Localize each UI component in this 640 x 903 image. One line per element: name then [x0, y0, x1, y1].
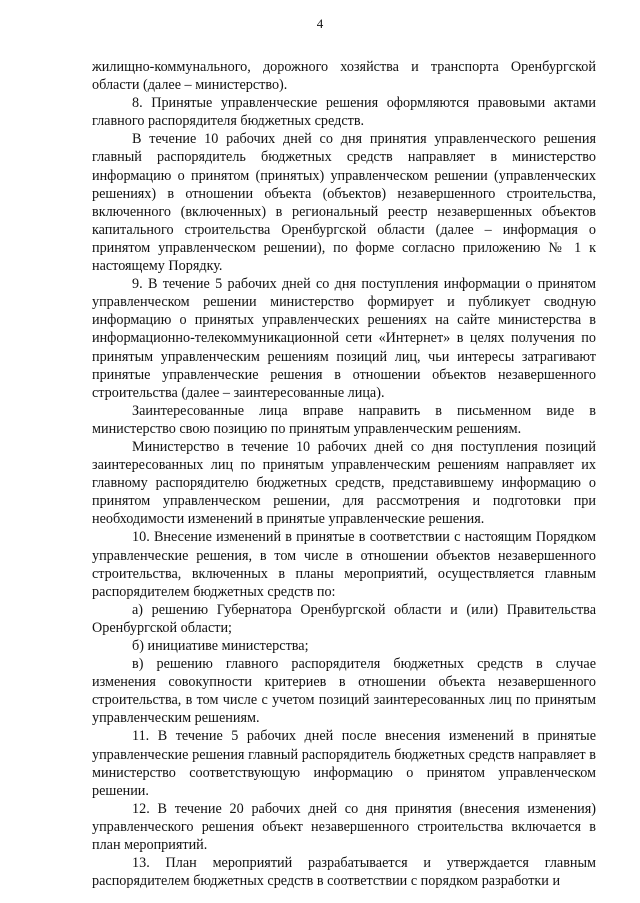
paragraph-item-10-a: а) решению Губернатора Оренбургской области и (или) Правительства Оренбургской области; [92, 601, 596, 636]
paragraph-item-9-ministry: Министерство в течение 10 рабочих дней со дня поступления позиций заинтересованных лиц по принятым управленческим решениям направляет их главному распорядителю бюджетных средств, представившему информацию о принятом управленческом решении, для рассмотрения и подготовки при необходимости изменений в принятые управленческие решения. [92, 438, 596, 528]
paragraph-item-10-b: б) инициативе министерства; [132, 638, 309, 654]
page-number: 4 [316, 16, 324, 31]
paragraph-item-8: 8. Принятые управленческие решения оформляются правовыми актами главного распорядителя бюджетных средств. [92, 95, 596, 130]
paragraph-continuation: жилищно-коммунального, дорожного хозяйства и транспорта Оренбургской области (далее – министерство). [92, 59, 596, 94]
paragraph-item-11: 11. В течение 5 рабочих дней после внесения изменений в принятые управленческие решения главный распорядитель бюджетных средств направляет в министерство соответствующую информацию о принятом управленческом решении. [92, 728, 596, 799]
paragraph-item-9: 9. В течение 5 рабочих дней со дня поступления информации о принятом управленческом решении министерство формирует и публикует сводную информацию о принятых управленческих решениях на сайте министерства в информационно-телекоммуникационной сети «Интернет» в целях получения по принятым управленческим решениям позиций лиц, чьи интересы затрагивают принятые управленческие решения в отношении объектов незавершенного строительства (далее – заинтересованные лица). [92, 276, 596, 401]
paragraph-item-13: 13. План мероприятий разрабатывается и утверждается главным распорядителем бюджетных средств в соответствии с порядком разработки и [92, 855, 596, 890]
paragraph-item-9-interested-parties: Заинтересованные лица вправе направить в письменном виде в министерство свою позицию по принятым управленческим решениям. [92, 402, 596, 437]
paragraph-item-10-c: в) решению главного распорядителя бюджетных средств в случае изменения совокупности критериев в отношении объекта незавершенного строительства, в том числе с учетом позиций заинтересованных лиц по принятым управленческим решениям. [92, 656, 596, 727]
paragraph-item-12: 12. В течение 20 рабочих дней со дня принятия (внесения изменения) управленческого решения объект незавершенного строительства включается в план мероприятий. [92, 800, 596, 854]
paragraph-item-8-info: В течение 10 рабочих дней со дня принятия управленческого решения главный распорядитель бюджетных средств направляет в министерство информацию о принятом (принятых) управленческом решении (управленческих решениях) в отношении объекта (объектов) незавершенного строительства, включенного (включенных) в региональный реестр незавершенных объектов капитального строительства Оренбургской области (далее – информация о принятом управленческом решении), по форме согласно приложению № 1 к настоящему Порядку. [92, 131, 596, 275]
paragraph-item-10: 10. Внесение изменений в принятые в соответствии с настоящим Порядком управленческие решения, в том числе в отношении объектов незавершенного строительства, включенных в планы мероприятий, осуществляется главным распорядителем бюджетных средств по: [92, 529, 596, 600]
document-body [92, 58, 596, 890]
